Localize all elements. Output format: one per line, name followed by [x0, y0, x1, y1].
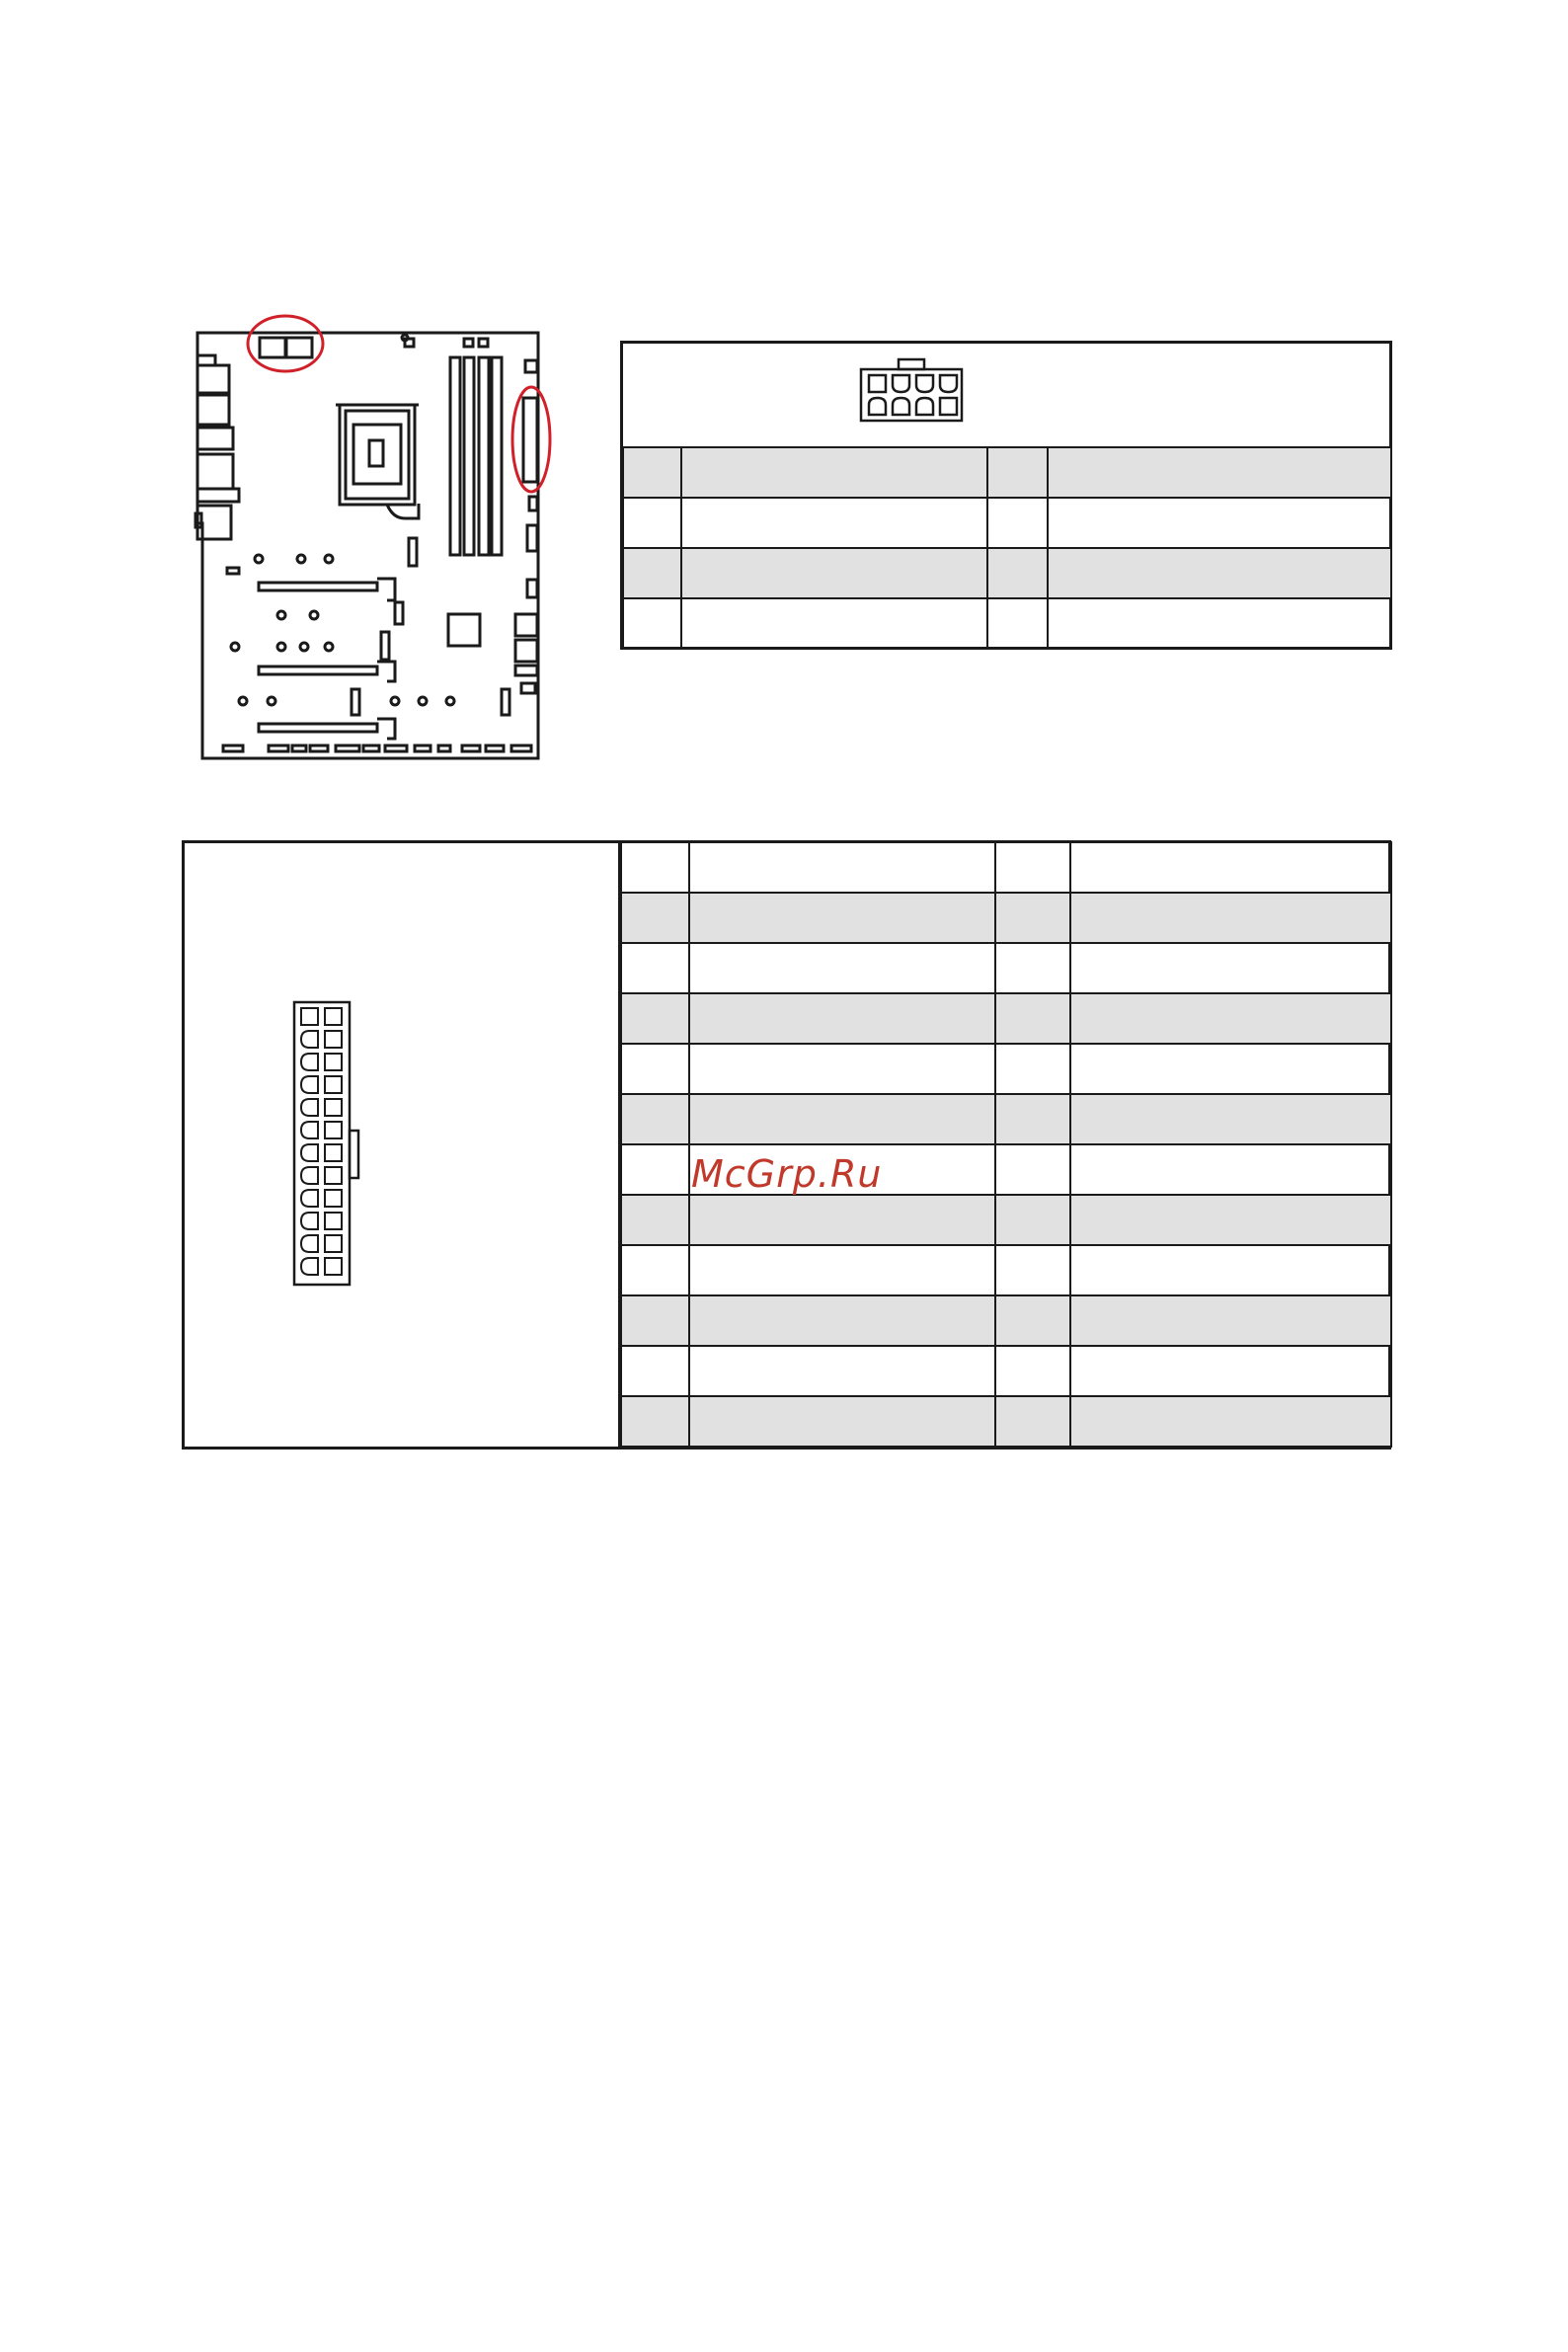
table-cell: [1070, 1396, 1391, 1447]
table-cell: [1070, 1245, 1391, 1295]
table-cell: [1070, 1346, 1391, 1396]
connector-pin: [301, 1213, 318, 1229]
connector-pin: [325, 1213, 342, 1229]
table-cell: [689, 943, 995, 993]
table-cell: [1070, 842, 1391, 893]
connector-pin: [301, 1031, 318, 1048]
table-cell: [995, 1094, 1070, 1144]
table-cell: [621, 1144, 689, 1195]
connector-pin: [301, 1144, 318, 1161]
table-cell: [995, 1396, 1070, 1447]
table-row: [621, 1295, 1391, 1346]
connector-pin: [301, 1190, 318, 1207]
connector-pin: [301, 1008, 318, 1025]
connector-pin: [301, 1258, 318, 1275]
connector-pin: [325, 1099, 342, 1116]
connector-pin: [301, 1076, 318, 1093]
table-row: [621, 1094, 1391, 1144]
connector-pin: [325, 1190, 342, 1207]
table-cell: [1070, 943, 1391, 993]
table-cell: [689, 1295, 995, 1346]
table-cell: [1070, 1295, 1391, 1346]
table-cell: [621, 842, 689, 893]
table-cell: [621, 1396, 689, 1447]
table-cell: [689, 1396, 995, 1447]
table-cell: [621, 1245, 689, 1295]
connector-pin: [301, 1122, 318, 1138]
table-row: [621, 1195, 1391, 1245]
table-cell: [1070, 893, 1391, 943]
table-cell: [995, 943, 1070, 993]
connector-pin: [325, 1008, 342, 1025]
connector-pin: [325, 1076, 342, 1093]
table-cell: [1070, 1195, 1391, 1245]
table-cell: [995, 993, 1070, 1044]
connector-pin: [301, 1099, 318, 1116]
table-cell: [1070, 993, 1391, 1044]
connector-pin: [325, 1235, 342, 1252]
connector-pin: [325, 1031, 342, 1048]
table-cell: [621, 1195, 689, 1245]
table-cell: [621, 1346, 689, 1396]
table-cell: [621, 893, 689, 943]
watermark-text: McGrp.Ru: [691, 1152, 883, 1196]
connector-pin: [325, 1122, 342, 1138]
table-cell: [689, 1044, 995, 1094]
connector-pin: [325, 1167, 342, 1184]
table-cell: [689, 1094, 995, 1144]
table-cell: [995, 1144, 1070, 1195]
table-cell: [995, 1245, 1070, 1295]
connector-pin: [301, 1235, 318, 1252]
table-cell: [689, 1195, 995, 1245]
table-cell: [995, 893, 1070, 943]
table-row: [621, 1044, 1391, 1094]
table-row: [621, 993, 1391, 1044]
table-cell: [1070, 1044, 1391, 1094]
table-cell: [1070, 1094, 1391, 1144]
table-cell: [995, 1346, 1070, 1396]
table-cell: [689, 842, 995, 893]
table-cell: [621, 993, 689, 1044]
table-cell: [689, 993, 995, 1044]
table-cell: [995, 1295, 1070, 1346]
table-cell: [995, 1195, 1070, 1245]
table-cell: [995, 1044, 1070, 1094]
table-cell: [621, 1295, 689, 1346]
table-row: [621, 1245, 1391, 1295]
table-cell: [621, 943, 689, 993]
table-cell: [621, 1094, 689, 1144]
table-row: [621, 1396, 1391, 1447]
connector-pin: [301, 1167, 318, 1184]
table-cell: [689, 893, 995, 943]
connector-pin: [325, 1144, 342, 1161]
table-cell: [689, 1346, 995, 1396]
connector-pin: [301, 1054, 318, 1070]
table-cell: [689, 1245, 995, 1295]
table-cell: [995, 842, 1070, 893]
table-row: [621, 842, 1391, 893]
atx-power-pin-table: [620, 841, 1392, 1448]
table-row: [621, 943, 1391, 993]
table-row: [621, 1346, 1391, 1396]
table-cell: [1070, 1144, 1391, 1195]
table-cell: [621, 1044, 689, 1094]
table-row: [621, 893, 1391, 943]
connector-pin: [325, 1054, 342, 1070]
connector-pin: [325, 1258, 342, 1275]
